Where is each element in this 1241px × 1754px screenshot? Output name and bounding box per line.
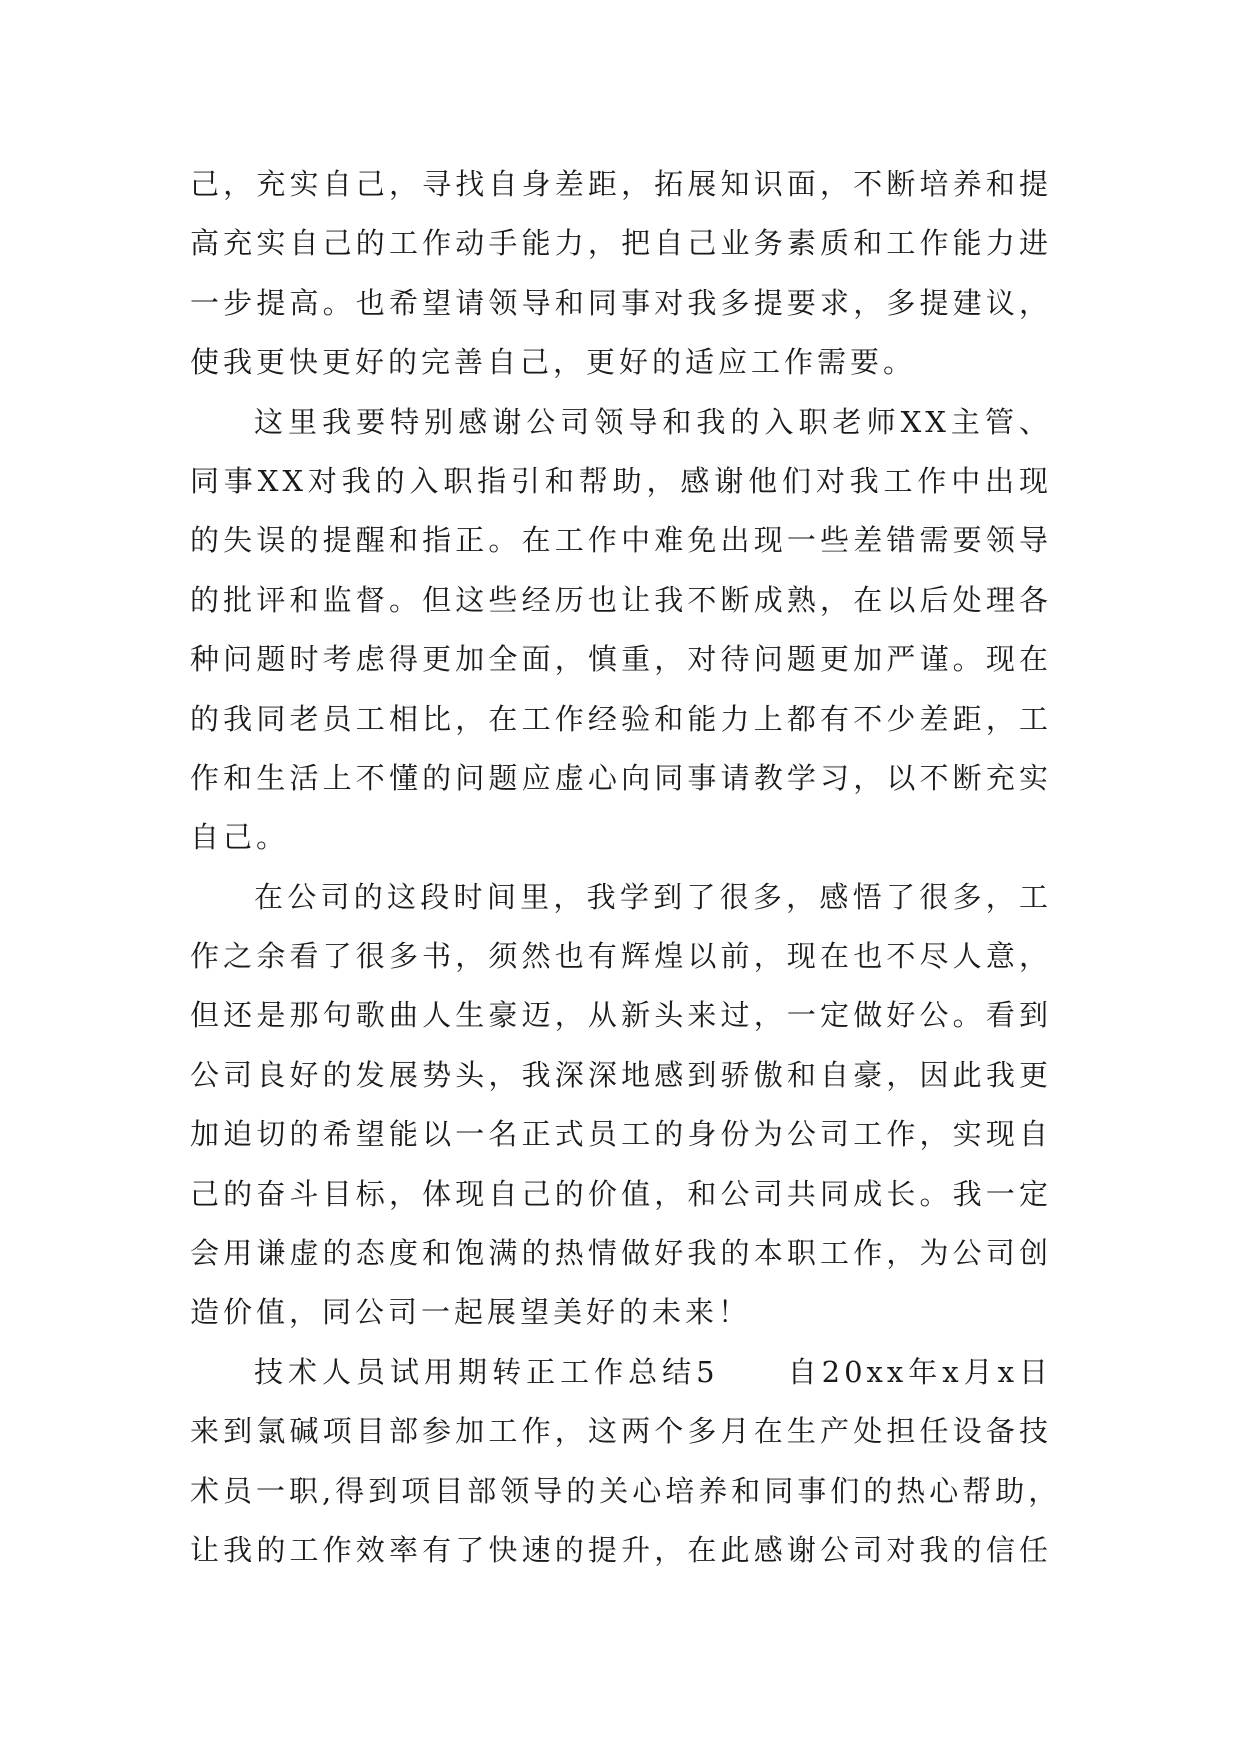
text-line: 使我更快更好的完善自己，更好的适应工作需要。 — [190, 345, 917, 380]
text-line: 术员一职,得到项目部领导的关心培养和同事们的热心帮助， — [190, 1473, 1062, 1508]
text-line: 己的奋斗目标，体现自己的价值，和公司共同成长。我一定 — [190, 1176, 1052, 1211]
text-line: 来到氯碱项目部参加工作，这两个多月在生产处担任设备技 — [190, 1414, 1052, 1449]
text-line: 作之余看了很多书，须然也有辉煌以前，现在也不尽人意， — [190, 939, 1052, 974]
paragraph-3 — [190, 868, 1052, 1343]
text-line: 的我同老员工相比，在工作经验和能力上都有不少差距，工 — [190, 701, 1052, 736]
text-line: 己，充实自己，寻找自身差距，拓展知识面，不断培养和提 — [190, 167, 1052, 201]
text-line: 种问题时考虑得更加全面，慎重，对待问题更加严谨。现在 — [190, 642, 1052, 677]
text-line: 让我的工作效率有了快速的提升，在此感谢公司对我的信任 — [190, 1532, 1052, 1567]
text-line: 造价值，同公司一起展望美好的未来！ — [190, 1295, 752, 1330]
text-line: 会用谦虚的态度和饱满的热情做好我的本职工作，为公司创 — [190, 1236, 1052, 1271]
document-body — [190, 155, 1062, 1580]
text-line: 自己。 — [190, 820, 290, 855]
paragraph-4 — [190, 1343, 1062, 1581]
paragraph-2 — [190, 393, 1052, 868]
text-line: 作和生活上不懂的问题应虚心向同事请教学习，以不断充实 — [190, 760, 1052, 795]
text-line: 但还是那句歌曲人生豪迈，从新头来过，一定做好公。看到 — [190, 998, 1052, 1033]
text-line: 同事XX对我的入职指引和帮助，感谢他们对我工作中出现 — [190, 463, 1052, 498]
text-line: 技术人员试用期转正工作总结5 自20xx年x月x日 — [254, 1354, 1052, 1389]
text-line: 的失误的提醒和指正。在工作中难免出现一些差错需要领导 — [190, 523, 1052, 558]
text-line: 高充实自己的工作动手能力，把自己业务素质和工作能力进 — [190, 226, 1052, 261]
text-line: 的批评和监督。但这些经历也让我不断成熟，在以后处理各 — [190, 582, 1052, 617]
text-line: 这里我要特别感谢公司领导和我的入职老师XX主管、 — [254, 404, 1052, 439]
text-line: 一步提高。也希望请领导和同事对我多提要求，多提建议， — [190, 285, 1052, 320]
text-line: 加迫切的希望能以一名正式员工的身份为公司工作，实现自 — [190, 1117, 1052, 1152]
text-line: 在公司的这段时间里，我学到了很多，感悟了很多，工 — [254, 879, 1052, 914]
paragraph-1 — [190, 155, 1052, 393]
text-line: 公司良好的发展势头，我深深地感到骄傲和自豪，因此我更 — [190, 1057, 1052, 1092]
